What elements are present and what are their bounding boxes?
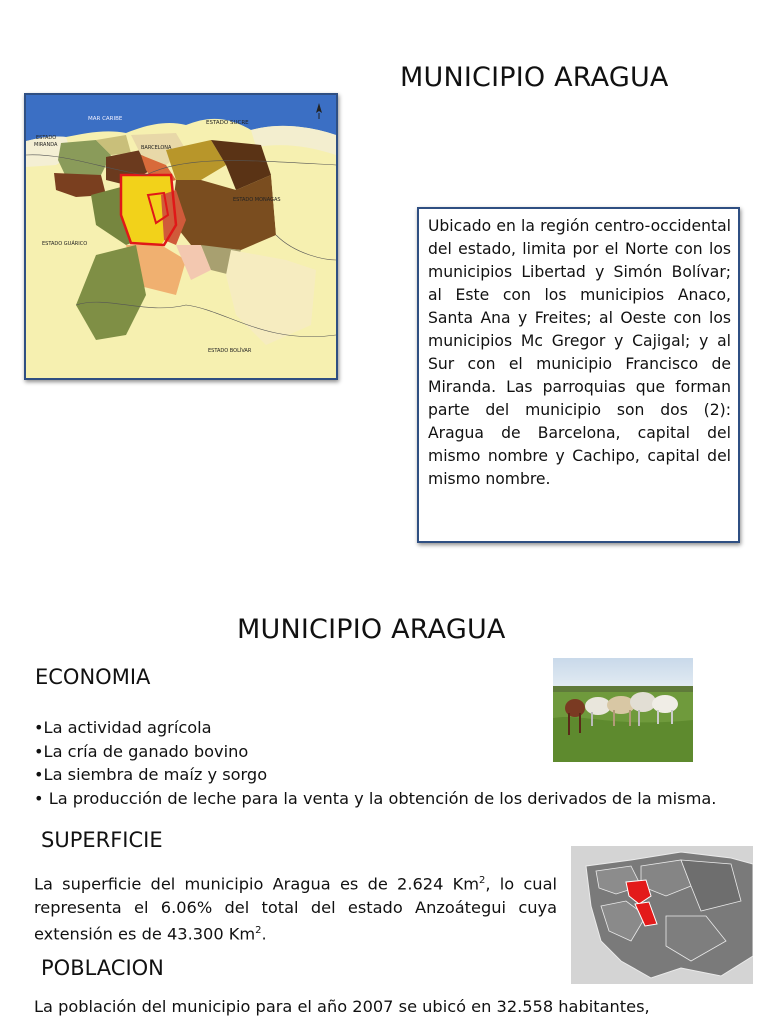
map-svg [26,95,336,378]
superficie-sup1: 2 [479,875,486,886]
slide2-title: MUNICIPIO ARAGUA [237,614,506,645]
label-estado-bolivar: ESTADO BOLÍVAR [208,348,252,354]
list-item: •La actividad agrícola [34,718,212,737]
superficie-part2: , lo cual representa el 6.06% del total del estado Anzoátegui cuya extensión es de 43.300 Km [34,874,557,944]
anzoategui-map [24,93,338,380]
superficie-text [34,869,557,946]
list-item: • La producción de leche para la venta y la obtención de los derivados de la misma. [34,788,717,808]
superficie-part3: . [261,924,267,944]
superficie-heading: SUPERFICIE [41,828,163,852]
poblacion-heading: POBLACION [41,956,164,980]
description-text: Ubicado en la región centro-occidental del estado, limita por el Norte con los municipios Libertad y Simón Bolívar; al Este con los municipios Anaco, Santa Ana y Freites; al Oeste con los municipios Mc Gregor y Cajigal; y al Sur con el municipio Francisco de Miranda. Las parroquias que forman parte del municipio son dos (2): Aragua de Barcelona, capital del mismo nombre y Cachipo, capital del mismo nombre. [428,217,731,488]
label-estado-miranda-1: ESTADO [36,135,57,141]
economia-list [34,716,764,810]
label-mar-caribe: MAR CARIBE [88,116,123,122]
description-box [417,207,740,543]
location-minimap [571,846,753,984]
poblacion-text: La población del municipio para el año 2007 se ubicó en 32.558 habitantes, [34,997,650,1016]
label-estado-miranda-2: MIRANDA [34,142,58,148]
slide1-title: MUNICIPIO ARAGUA [400,62,669,93]
superficie-part1: La superficie del municipio Aragua es de 2.624 Km [34,874,480,894]
superficie-sup2: 2 [255,925,262,937]
economia-heading: ECONOMIA [35,665,151,689]
label-estado-sucre: ESTADO SUCRE [206,120,249,126]
list-item: •La cría de ganado bovino [34,741,249,761]
label-estado-monagas: ESTADO MONAGAS [233,197,281,203]
label-barcelona: BARCELONA [141,145,172,151]
list-item: •La siembra de maíz y sorgo [34,765,268,784]
label-estado-guarico: ESTADO GUÁRICO [42,241,88,247]
